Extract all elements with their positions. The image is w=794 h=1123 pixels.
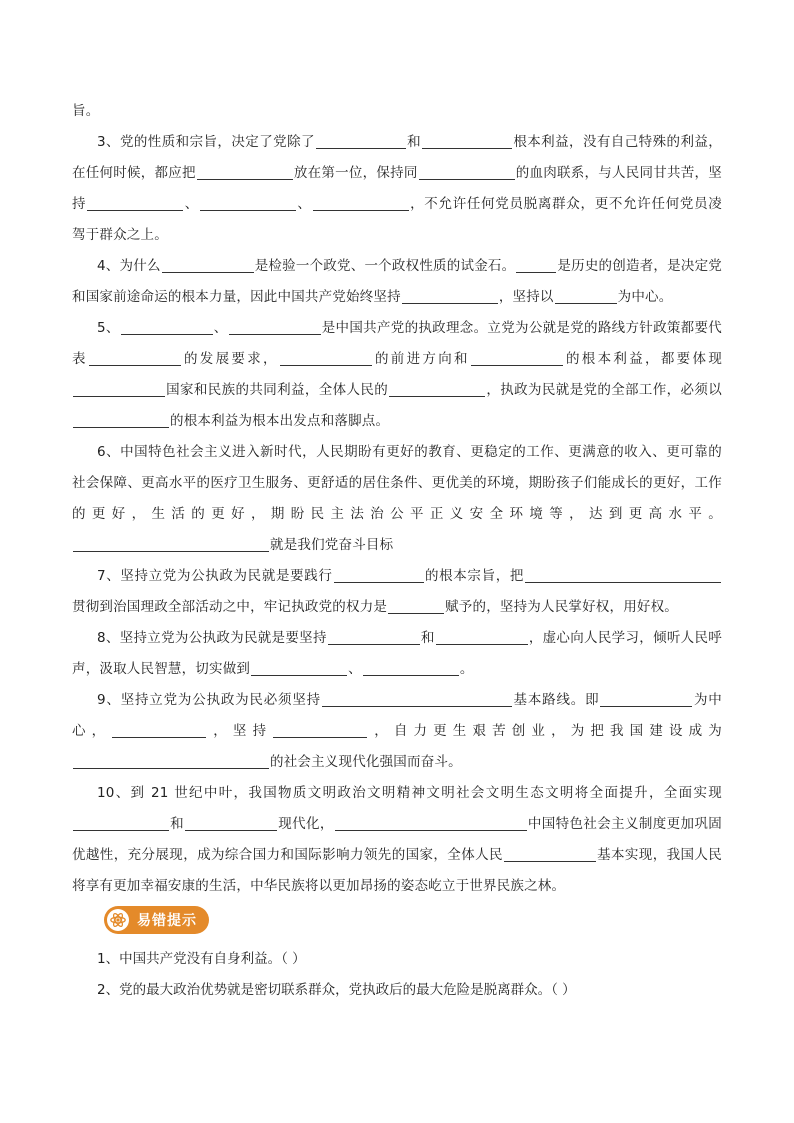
fill-in-blank[interactable] [388, 597, 444, 614]
paragraph-text: 旨。 [72, 103, 100, 119]
paragraph-text: 、 [296, 196, 312, 212]
fill-in-blank[interactable] [328, 628, 420, 645]
fill-in-blank[interactable] [402, 287, 498, 304]
paragraph-text: 、 [213, 320, 228, 336]
paragraph-text: ，不允许任何党员脱离群众，更不允许任何党员凌驾于群众之上。 [72, 196, 722, 243]
paragraph-p-cont [72, 96, 722, 127]
paragraph-text: 的血肉联系，与人民同甘共苦，坚持 [72, 165, 722, 212]
paragraph-text: 和 [420, 630, 435, 646]
paragraph-text: 3、党的性质和宗旨，决定了党除了 [97, 134, 315, 150]
fill-in-blank[interactable] [516, 256, 556, 273]
paragraph-text: 和 [170, 816, 185, 832]
paragraph-text: 为中心， [72, 692, 722, 739]
document-content [72, 96, 722, 1006]
fill-in-blank[interactable] [121, 318, 213, 335]
paragraph-text: ，执政为民就是党的全部工作，必须以 [486, 382, 723, 398]
fill-in-blank[interactable] [335, 814, 527, 831]
paragraph-text: 的根本宗旨，把 [424, 568, 524, 584]
badge-label: 易错提示 [137, 913, 197, 929]
fill-in-blank[interactable] [73, 380, 165, 397]
paragraph-text: 的根本利益，都要体现 [563, 351, 723, 367]
paragraph-text: 国家和民族的共同利益，全体人民的 [166, 382, 389, 398]
paragraph-p9 [72, 685, 722, 778]
paragraph-text: 8、坚持立党为公执政为民就是要坚持 [97, 630, 327, 646]
paragraph-text: 基本实现，我国人民将享有更加幸福安康的生活，中华民族将以更加昂扬的姿态屹立于世界民族之林。 [72, 847, 722, 894]
fill-in-blank[interactable] [185, 814, 277, 831]
paragraph-text: 中国特色社会主义制度更加巩固优越性，充分展现，成为综合国力和国际影响力领先的国家，全体人民 [72, 816, 722, 863]
fill-in-blank[interactable] [73, 411, 169, 428]
paragraph-text: 为中心。 [617, 289, 673, 305]
paragraph-text: 7、坚持立党为公执政为民就是要践行 [97, 568, 333, 584]
paragraph-text: ，坚持以 [498, 289, 554, 305]
paragraph-text: ，自力更生艰苦创业，为把我国建设成为 [368, 723, 722, 739]
fill-in-blank[interactable] [600, 690, 692, 707]
paragraph-text: 、 [184, 196, 199, 212]
fill-in-blank[interactable] [87, 194, 183, 211]
paragraph-text: 基本路线。即 [512, 692, 600, 708]
paragraph-text: 9、坚持立党为公执政为民必须坚持 [97, 692, 321, 708]
fill-in-blank[interactable] [334, 566, 424, 583]
fill-in-blank[interactable] [555, 287, 617, 304]
paragraph-text: ，坚持 [207, 723, 273, 739]
fill-in-blank[interactable] [419, 163, 515, 180]
fill-in-blank[interactable] [200, 194, 296, 211]
fill-in-blank[interactable] [73, 535, 269, 552]
paragraph-text: 的前进方向和 [372, 351, 470, 367]
paragraph-text: 是历史的创造者，是决定党和国家前途命运的根本力量，因此中国共产党始终坚持 [72, 258, 722, 305]
paragraph-text: 的根本利益为根本出发点和落脚点。 [170, 413, 390, 429]
atom-icon [107, 909, 129, 931]
paragraph-text: 现代化， [278, 816, 334, 832]
fill-in-blank[interactable] [273, 721, 367, 738]
paragraph-p4 [72, 251, 722, 313]
paragraph-text: 放在第一位，保持同 [293, 165, 418, 181]
fill-in-blank[interactable] [322, 690, 512, 707]
fill-in-blank[interactable] [162, 256, 254, 273]
paragraph-text: 的发展要求， [181, 351, 279, 367]
paragraph-text: 。 [459, 661, 474, 677]
paragraph-p7 [72, 561, 722, 623]
fill-in-blank[interactable] [280, 349, 372, 366]
fill-in-blank[interactable] [504, 845, 596, 862]
fill-in-blank[interactable] [251, 659, 347, 676]
paragraph-text: 和 [406, 134, 422, 150]
paragraph-p10 [72, 778, 722, 902]
paragraph-text: 根本利益，没有自己特殊的利益，在任何时候，都应把 [72, 134, 723, 181]
paragraph-p5 [72, 313, 722, 437]
fill-in-blank[interactable] [436, 628, 528, 645]
paragraph-p8 [72, 623, 722, 685]
paragraph-text: 是检验一个政党、一个政权性质的试金石。 [254, 258, 516, 274]
fill-in-blank[interactable] [197, 163, 293, 180]
paragraph-text: 、 [348, 661, 362, 677]
error-tips-badge [104, 906, 209, 934]
fill-in-blank[interactable] [316, 132, 406, 149]
paragraph-text: 就是我们党奋斗目标 [270, 537, 394, 553]
paragraph-text: 5、 [97, 320, 120, 336]
paragraph-text: 6、中国特色社会主义进入新时代，人民期盼有更好的教育、更稳定的工作、更满意的收入、更可靠的社会保障、更高水平的医疗卫生服务、更舒适的居住条件、更优美的环境，期盼孩子们能成长的更好，工作的更好，生活的更好，期盼民主法治公平正义安全环境等，达到更高水平。 [72, 444, 722, 522]
fill-in-blank[interactable] [229, 318, 321, 335]
fill-in-blank[interactable] [525, 566, 721, 583]
paragraph-text: 4、为什么 [97, 258, 161, 274]
paragraph-text: 贯彻到治国理政全部活动之中，牢记执政党的权力是 [72, 599, 388, 615]
paragraph-text: 赋予的，坚持为人民掌好权，用好权。 [445, 599, 679, 615]
fill-in-blank[interactable] [313, 194, 409, 211]
paragraph-text: 是中国共产党的执政理念。立党为公就是党的路线方针政策都要代表 [72, 320, 722, 367]
fill-in-blank[interactable] [389, 380, 485, 397]
paragraph-p6 [72, 437, 722, 561]
fill-in-blank[interactable] [471, 349, 563, 366]
paragraph-text: 的社会主义现代化强国而奋斗。 [270, 754, 462, 770]
fill-in-blank[interactable] [89, 349, 181, 366]
paragraph-text: ，虚心向人民学习，倾听人民呼声，汲取人民智慧，切实做到 [72, 630, 722, 677]
paragraph-p3 [72, 127, 722, 251]
fill-in-blank[interactable] [363, 659, 459, 676]
paragraph-text: 10、到 21 世纪中叶，我国物质文明政治文明精神文明社会文明生态文明将全面提升，全面实现 [97, 785, 722, 801]
exercise-paragraphs [72, 96, 722, 902]
fill-in-blank[interactable] [73, 814, 169, 831]
tip-item-1: 1、中国共产党没有自身利益。（ ） [97, 951, 306, 967]
tip-item-2: 2、党的最大政治优势就是密切联系群众，党执政后的最大危险是脱离群众。（ ） [97, 982, 576, 998]
fill-in-blank[interactable] [422, 132, 512, 149]
fill-in-blank[interactable] [112, 721, 206, 738]
fill-in-blank[interactable] [73, 752, 269, 769]
